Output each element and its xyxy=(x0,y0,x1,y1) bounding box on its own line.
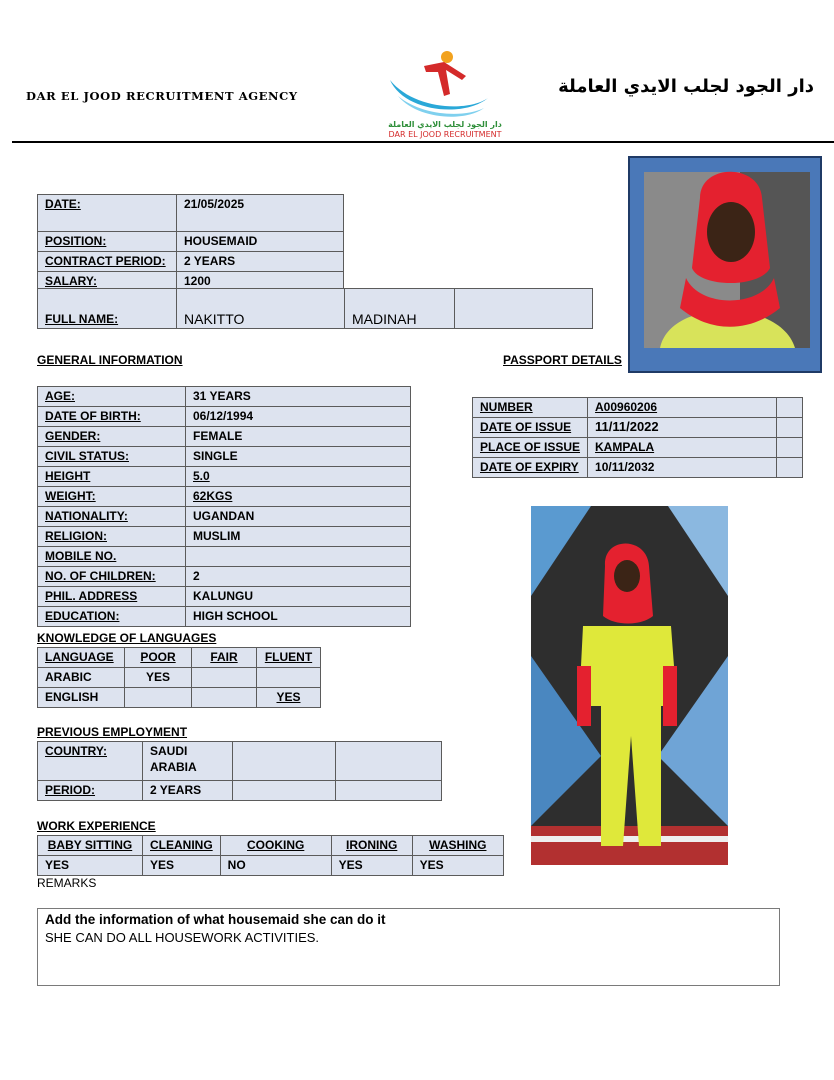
row-value: 5.0 xyxy=(186,467,411,487)
first-name-value: NAKITTO xyxy=(177,289,345,329)
table-row xyxy=(38,688,321,708)
general-info-table xyxy=(37,386,411,627)
contract-value: 2 YEARS xyxy=(177,252,344,272)
empty-cell xyxy=(777,418,803,438)
header-divider xyxy=(12,141,834,143)
passport-details-title: PASSPORT DETAILS xyxy=(503,353,622,367)
remarks-label: REMARKS xyxy=(37,876,97,890)
table-row xyxy=(38,447,411,467)
cell: ARABIC xyxy=(38,668,125,688)
empty-cell xyxy=(336,742,442,781)
row-value: KALUNGU xyxy=(186,587,411,607)
row-label: DATE OF BIRTH: xyxy=(38,407,186,427)
empty-cell xyxy=(336,781,442,801)
position-row xyxy=(38,232,344,252)
header-cell: IRONING xyxy=(331,836,412,856)
remarks-box xyxy=(37,908,780,986)
table-row xyxy=(38,547,411,567)
row-value: MUSLIM xyxy=(186,527,411,547)
row-value: 06/12/1994 xyxy=(186,407,411,427)
full-name-table xyxy=(37,288,593,329)
table-row xyxy=(38,507,411,527)
table-row xyxy=(38,407,411,427)
table-row xyxy=(473,438,803,458)
period-label: PERIOD: xyxy=(38,781,143,801)
position-label: POSITION: xyxy=(38,232,177,252)
row-label: WEIGHT: xyxy=(38,487,186,507)
cell: YES xyxy=(143,856,221,876)
contract-label: CONTRACT PERIOD: xyxy=(38,252,177,272)
last-name-value: MADINAH xyxy=(345,289,455,329)
cell: YES xyxy=(331,856,412,876)
work-experience-title: WORK EXPERIENCE xyxy=(37,819,156,833)
cell: YES xyxy=(257,688,321,708)
row-value: HIGH SCHOOL xyxy=(186,607,411,627)
table-row xyxy=(38,607,411,627)
date-label: DATE: xyxy=(38,195,177,232)
cell xyxy=(192,688,257,708)
cell: ENGLISH xyxy=(38,688,125,708)
salary-value: 1200 xyxy=(177,272,344,292)
contract-row xyxy=(38,252,344,272)
extra-name-cell xyxy=(455,289,593,329)
table-row xyxy=(38,567,411,587)
header-cell: FLUENT xyxy=(257,648,321,668)
row-value: 62KGS xyxy=(186,487,411,507)
row-value: SINGLE xyxy=(186,447,411,467)
header-cell: COOKING xyxy=(220,836,331,856)
cell: NO xyxy=(220,856,331,876)
cell xyxy=(257,668,321,688)
row-value: 10/11/2032 xyxy=(588,458,777,478)
cell: YES xyxy=(125,668,192,688)
cell: YES xyxy=(412,856,503,876)
empty-cell xyxy=(777,438,803,458)
passport-table xyxy=(472,397,803,478)
row-value: FEMALE xyxy=(186,427,411,447)
row-label: PLACE OF ISSUE xyxy=(473,438,588,458)
full-name-label: FULL NAME: xyxy=(38,289,177,329)
date-value: 21/05/2025 xyxy=(177,195,344,232)
row-value: 11/11/2022 xyxy=(588,418,777,438)
date-row xyxy=(38,195,344,232)
row-value: 2 xyxy=(186,567,411,587)
portrait-photo xyxy=(628,156,822,373)
previous-employment-table xyxy=(37,741,442,801)
empty-cell xyxy=(777,458,803,478)
table-row xyxy=(38,668,321,688)
table-row xyxy=(38,427,411,447)
salary-label: SALARY: xyxy=(38,272,177,292)
logo-text-arabic: دار الجود لجلب الايدي العاملة xyxy=(388,120,502,129)
row-label: HEIGHT xyxy=(38,467,186,487)
row-label: NO. OF CHILDREN: xyxy=(38,567,186,587)
portrait-image-icon xyxy=(630,158,820,371)
agency-name-arabic: دار الجود لجلب الايدي العاملة xyxy=(558,76,814,97)
general-info-title: GENERAL INFORMATION xyxy=(37,353,183,367)
row-label: EDUCATION: xyxy=(38,607,186,627)
header-cell: POOR xyxy=(125,648,192,668)
country-row xyxy=(38,742,442,781)
remarks-heading: Add the information of what housemaid she can do it xyxy=(45,912,386,927)
row-value: A00960206 xyxy=(588,398,777,418)
row-label: DATE OF ISSUE xyxy=(473,418,588,438)
languages-table xyxy=(37,647,321,708)
full-body-photo xyxy=(531,506,728,865)
row-label: NATIONALITY: xyxy=(38,507,186,527)
position-value: HOUSEMAID xyxy=(177,232,344,252)
remarks-text: SHE CAN DO ALL HOUSEWORK ACTIVITIES. xyxy=(45,930,320,945)
table-row xyxy=(38,856,504,876)
header-cell: BABY SITTING xyxy=(38,836,143,856)
country-value: SAUDI ARABIA xyxy=(143,742,233,781)
row-value: UGANDAN xyxy=(186,507,411,527)
agency-name-english: DAR EL JOOD RECRUITMENT AGENCY xyxy=(26,89,298,103)
table-row xyxy=(38,527,411,547)
row-value: KAMPALA xyxy=(588,438,777,458)
table-header-row xyxy=(38,648,321,668)
row-label: RELIGION: xyxy=(38,527,186,547)
row-label: MOBILE NO. xyxy=(38,547,186,567)
row-label: AGE: xyxy=(38,387,186,407)
cell xyxy=(125,688,192,708)
table-row xyxy=(473,418,803,438)
cell xyxy=(192,668,257,688)
top-info-table xyxy=(37,194,344,292)
header-cell: CLEANING xyxy=(143,836,221,856)
table-row xyxy=(38,467,411,487)
table-row xyxy=(38,487,411,507)
logo-text-english: DAR EL JOOD RECRUITMENT xyxy=(388,130,502,139)
languages-title: KNOWLEDGE OF LANGUAGES xyxy=(37,631,217,645)
cell: YES xyxy=(38,856,143,876)
period-row xyxy=(38,781,442,801)
header-cell: LANGUAGE xyxy=(38,648,125,668)
country-label: COUNTRY: xyxy=(38,742,143,781)
row-label: NUMBER xyxy=(473,398,588,418)
row-value xyxy=(186,547,411,567)
agency-logo xyxy=(384,50,506,142)
full-name-row xyxy=(38,289,593,329)
period-value: 2 YEARS xyxy=(143,781,233,801)
row-label: DATE OF EXPIRY xyxy=(473,458,588,478)
row-value: 31 YEARS xyxy=(186,387,411,407)
work-experience-table xyxy=(37,835,504,876)
row-label: CIVIL STATUS: xyxy=(38,447,186,467)
previous-employment-title: PREVIOUS EMPLOYMENT xyxy=(37,725,188,739)
empty-cell xyxy=(777,398,803,418)
table-row xyxy=(473,458,803,478)
table-row xyxy=(38,387,411,407)
empty-cell xyxy=(233,781,336,801)
full-body-image-icon xyxy=(531,506,728,865)
header-cell: FAIR xyxy=(192,648,257,668)
header-cell: WASHING xyxy=(412,836,503,856)
row-label: GENDER: xyxy=(38,427,186,447)
empty-cell xyxy=(233,742,336,781)
row-label: PHIL. ADDRESS xyxy=(38,587,186,607)
table-row xyxy=(38,587,411,607)
table-header-row xyxy=(38,836,504,856)
table-row xyxy=(473,398,803,418)
